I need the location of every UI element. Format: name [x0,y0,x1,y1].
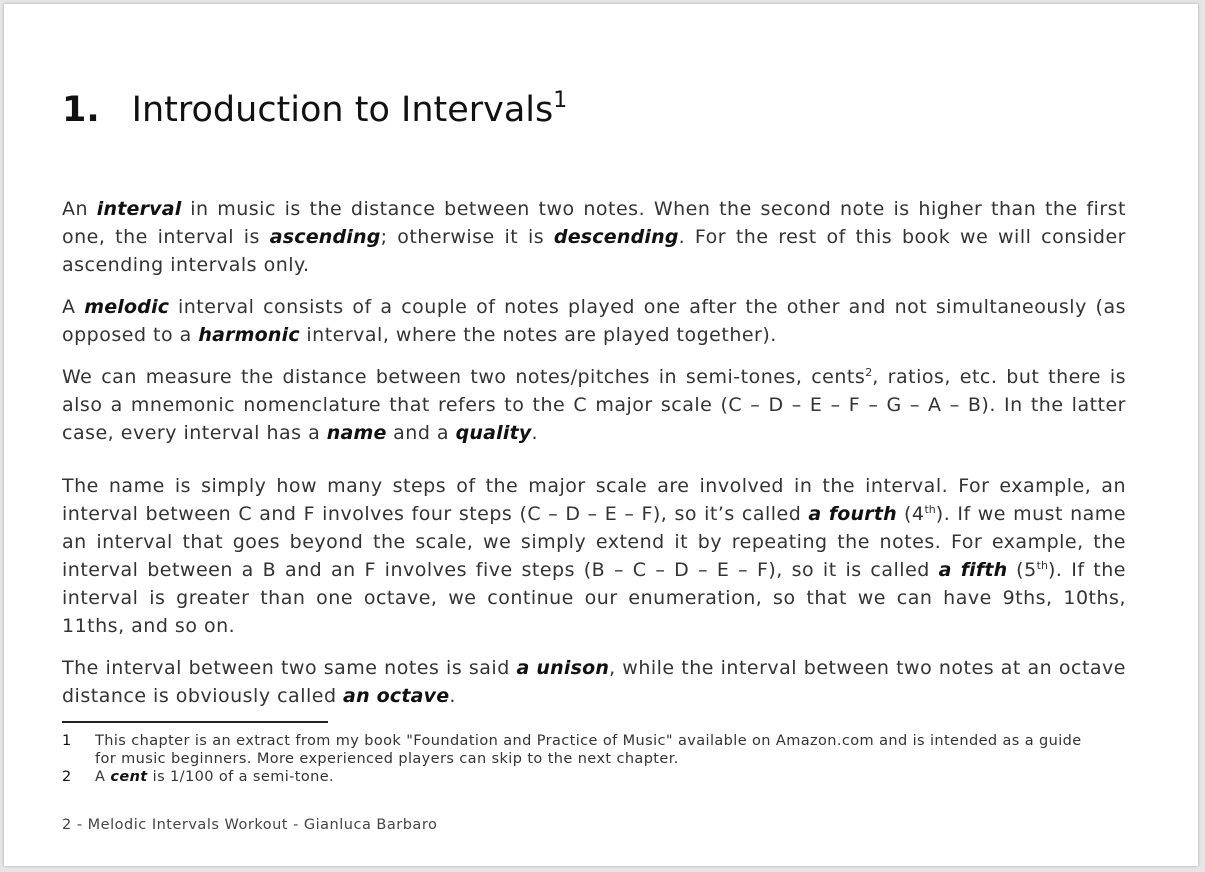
paragraph-interval-name: The name is simply how many steps of the major scale are involved in the interval. For example, an interval between C and F involves four steps (C – D – E – F), so it’s called a fourth (4th). If we must name an interval that goes beyond the scale, we simply extend it by repeating the notes. For example, the interval between a B and an F involves five steps (B – C – D – E – F), so it is called a fifth (5th). If the interval is greater than one octave, we continue our enumeration, so that we can have 9ths, 10ths, 11ths, and so on. [62,475,1127,637]
body-text [62,195,1126,710]
term-ascending: ascending [269,226,381,248]
term-a-unison: a unison [516,657,610,679]
paragraph-interval-definition: An interval in music is the distance between two notes. When the second note is higher than the first one, the interval is ascending; otherwise it is descending. For the rest of this book we will consider ascending intervals only. [62,198,1126,276]
footnote-separator [62,721,328,723]
footnote-text: This chapter is an extract from my book "Foundation and Practice of Music" available on Amazon.com and is intended as a guide for music beginners. More experienced players can skip to the next chapter. [95,733,1082,767]
footnote-ref-2: 2 [865,366,873,379]
paragraph-melodic-interval: A melodic interval consists of a couple of notes played one after the other and not simultaneously (as opposed to a harmonic interval, where the notes are played together). [62,296,1126,346]
footnotes [62,732,1102,786]
footnote-ref-1: 1 [553,88,568,113]
footnote-1 [62,732,1102,768]
chapter-number: 1. [62,90,100,130]
term-descending: descending [553,226,679,248]
paragraph-unison-octave: The interval between two same notes is said a unison, while the interval between two notes at an octave distance is obviously called an octave. [62,657,1126,707]
chapter-heading [62,88,567,132]
footnote-number: 1 [62,733,72,749]
footnote-text: A cent is 1/100 of a semi-tone. [95,769,335,785]
paragraph-measurement: We can measure the distance between two notes/pitches in semi-tones, cents$^2$, ratios, etc. but there is also a mnemonic nomenclature that refers to the C major scale (C – D – E – F – G – A – B). In the latter case, every interval has a name and a quality. [62,366,1126,444]
document-page [4,4,1198,866]
footnote-2 [62,768,1102,786]
chapter-title: Introduction to Intervals [131,90,554,130]
term-a-fifth: a fifth [938,559,1008,581]
term-interval: interval [96,198,182,220]
running-footer: 2 - Melodic Intervals Workout - Gianluca Barbaro [62,817,438,833]
ordinal-suffix: th [924,503,936,516]
ordinal-suffix: th [1036,559,1048,572]
term-cent: cent [110,769,148,785]
term-name: name [326,422,387,444]
term-an-octave: an octave [343,685,450,707]
term-a-fourth: a fourth [808,503,897,525]
term-harmonic: harmonic [198,324,300,346]
term-melodic: melodic [84,296,170,318]
term-quality: quality [455,422,532,444]
footnote-number: 2 [62,769,72,785]
